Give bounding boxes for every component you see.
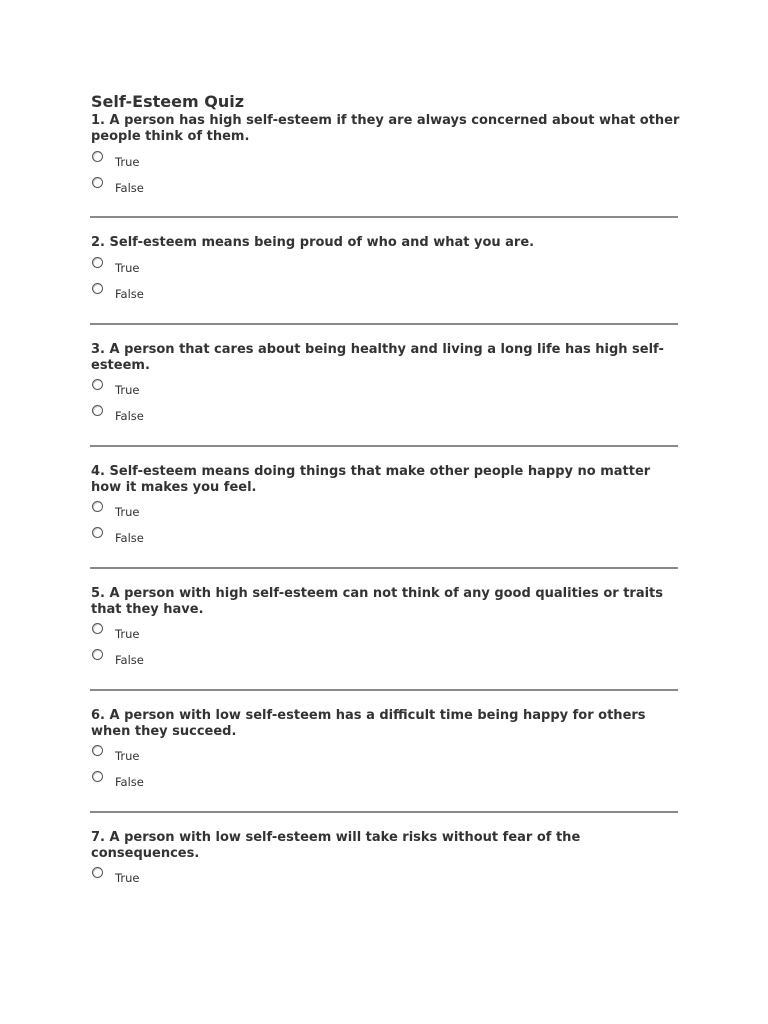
option-true[interactable] bbox=[91, 257, 211, 277]
option-label: False bbox=[115, 531, 144, 545]
radio-button[interactable] bbox=[92, 151, 103, 162]
radio-button[interactable] bbox=[92, 379, 103, 390]
divider bbox=[90, 689, 678, 691]
option-true[interactable] bbox=[91, 151, 211, 171]
page-title: Self-Esteem Quiz bbox=[91, 92, 245, 111]
option-false[interactable] bbox=[91, 649, 211, 669]
option-label: False bbox=[115, 181, 144, 195]
divider bbox=[90, 323, 678, 325]
radio-button[interactable] bbox=[92, 649, 103, 660]
radio-button[interactable] bbox=[92, 745, 103, 756]
question-text: 2. Self-esteem means being proud of who and what you are. bbox=[91, 235, 535, 250]
option-label: False bbox=[115, 775, 144, 789]
radio-button[interactable] bbox=[92, 867, 103, 878]
radio-button[interactable] bbox=[92, 527, 103, 538]
option-label: True bbox=[115, 261, 140, 275]
question-3 bbox=[91, 342, 681, 423]
divider bbox=[90, 567, 678, 569]
question-7 bbox=[91, 830, 681, 885]
radio-button[interactable] bbox=[92, 257, 103, 268]
radio-button[interactable] bbox=[92, 623, 103, 634]
option-true[interactable] bbox=[91, 623, 211, 643]
divider bbox=[90, 216, 678, 218]
option-label: False bbox=[115, 409, 144, 423]
option-label: True bbox=[115, 505, 140, 519]
option-false[interactable] bbox=[91, 405, 211, 425]
option-false[interactable] bbox=[91, 177, 211, 197]
divider bbox=[90, 445, 678, 447]
option-label: False bbox=[115, 287, 144, 301]
option-false[interactable] bbox=[91, 771, 211, 791]
question-text: 3. A person that cares about being healthy and living a long life has high self-esteem. bbox=[91, 342, 664, 373]
option-label: True bbox=[115, 627, 140, 641]
question-5 bbox=[91, 586, 681, 667]
option-label: True bbox=[115, 871, 140, 885]
question-text: 1. A person has high self-esteem if they are always concerned about what other people think of them. bbox=[91, 113, 680, 144]
radio-button[interactable] bbox=[92, 771, 103, 782]
option-false[interactable] bbox=[91, 283, 211, 303]
question-text: 4. Self-esteem means doing things that make other people happy no matter how it makes you feel. bbox=[91, 464, 651, 495]
radio-button[interactable] bbox=[92, 405, 103, 416]
radio-button[interactable] bbox=[92, 501, 103, 512]
question-1 bbox=[91, 113, 681, 195]
option-true[interactable] bbox=[91, 501, 211, 521]
question-4 bbox=[91, 464, 681, 545]
question-2 bbox=[91, 235, 681, 301]
question-6 bbox=[91, 708, 681, 789]
option-true[interactable] bbox=[91, 745, 211, 765]
option-false[interactable] bbox=[91, 527, 211, 547]
radio-button[interactable] bbox=[92, 283, 103, 294]
option-label: True bbox=[115, 749, 140, 763]
question-text: 6. A person with low self-esteem has a difficult time being happy for others when they succeed. bbox=[91, 708, 646, 739]
option-label: False bbox=[115, 653, 144, 667]
option-true[interactable] bbox=[91, 379, 211, 399]
option-label: True bbox=[115, 155, 140, 169]
question-text: 5. A person with high self-esteem can not think of any good qualities or traits that they have. bbox=[91, 586, 663, 617]
option-true[interactable] bbox=[91, 867, 211, 887]
question-text: 7. A person with low self-esteem will take risks without fear of the consequences. bbox=[91, 830, 581, 861]
divider bbox=[90, 811, 678, 813]
radio-button[interactable] bbox=[92, 177, 103, 188]
option-label: True bbox=[115, 383, 140, 397]
